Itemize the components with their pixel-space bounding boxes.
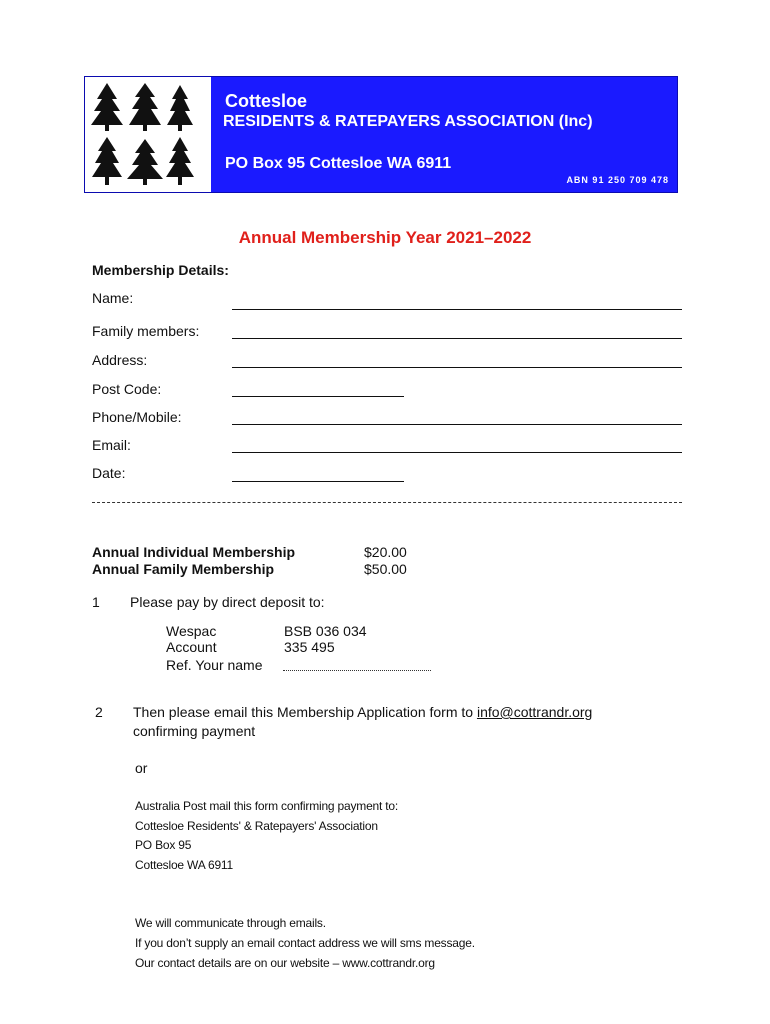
reference-field[interactable] (283, 670, 431, 671)
step-2-text (133, 704, 693, 720)
address-field[interactable] (232, 367, 682, 368)
note-line-3: Our contact details are on our website – www.cottrandr.org (135, 956, 435, 970)
org-po-box: PO Box 95 Cottesloe WA 6911 (225, 155, 452, 172)
email-link[interactable]: info@cottrandr.org (476, 704, 593, 720)
step-2-number: 2 (95, 704, 103, 720)
family-members-field[interactable] (232, 338, 682, 339)
cut-line-divider (92, 502, 682, 503)
account-number: 335 495 (284, 639, 335, 655)
post-address-line-3: Cottesloe WA 6911 (135, 858, 233, 872)
email-field[interactable] (232, 452, 682, 453)
pine-trees-icon (85, 77, 211, 192)
address-label: Address: (92, 352, 148, 368)
email-label: Email: (92, 437, 131, 453)
date-label: Date: (92, 465, 126, 481)
post-code-field[interactable] (232, 396, 404, 397)
org-subtitle: RESIDENTS & RATEPAYERS ASSOCIATION (Inc) (223, 113, 593, 130)
org-name: Cottesloe (225, 91, 308, 111)
fee-individual-label: Annual Individual Membership (92, 544, 296, 560)
post-address-line-2: PO Box 95 (135, 838, 192, 852)
fee-individual-amount: $20.00 (364, 544, 407, 560)
fee-family-label: Annual Family Membership (92, 561, 275, 577)
account-label: Account (166, 639, 217, 655)
phone-field[interactable] (232, 424, 682, 425)
step-2-text-main: Then please email this Membership Application form to (133, 704, 474, 720)
header-banner (84, 76, 678, 193)
page-title: Annual Membership Year 2021–2022 (238, 228, 532, 247)
post-code-label: Post Code: (92, 381, 162, 397)
membership-details-heading: Membership Details: (92, 262, 229, 278)
date-field[interactable] (232, 481, 404, 482)
note-line-1: We will communicate through emails. (135, 916, 326, 930)
post-address-line-1: Cottesloe Residents' & Ratepayers' Association (135, 819, 378, 833)
name-label: Name: (92, 290, 134, 306)
reference-label: Ref. Your name (166, 657, 263, 673)
step-2-text-confirm: confirming payment (133, 723, 256, 739)
step-1-text: Please pay by direct deposit to: (130, 594, 325, 610)
fee-family-amount: $50.00 (364, 561, 407, 577)
post-intro: Australia Post mail this form confirming payment to: (135, 799, 399, 813)
bank-name: Wespac (166, 623, 217, 639)
note-line-2: If you don’t supply an email contact address we will sms message. (135, 936, 475, 950)
step-1-number: 1 (92, 594, 100, 610)
bank-bsb: BSB 036 034 (284, 623, 367, 639)
name-field[interactable] (232, 309, 682, 310)
phone-label: Phone/Mobile: (92, 409, 182, 425)
family-members-label: Family members: (92, 323, 200, 339)
org-abn: ABN 91 250 709 478 (566, 175, 669, 185)
or-text: or (135, 760, 148, 776)
